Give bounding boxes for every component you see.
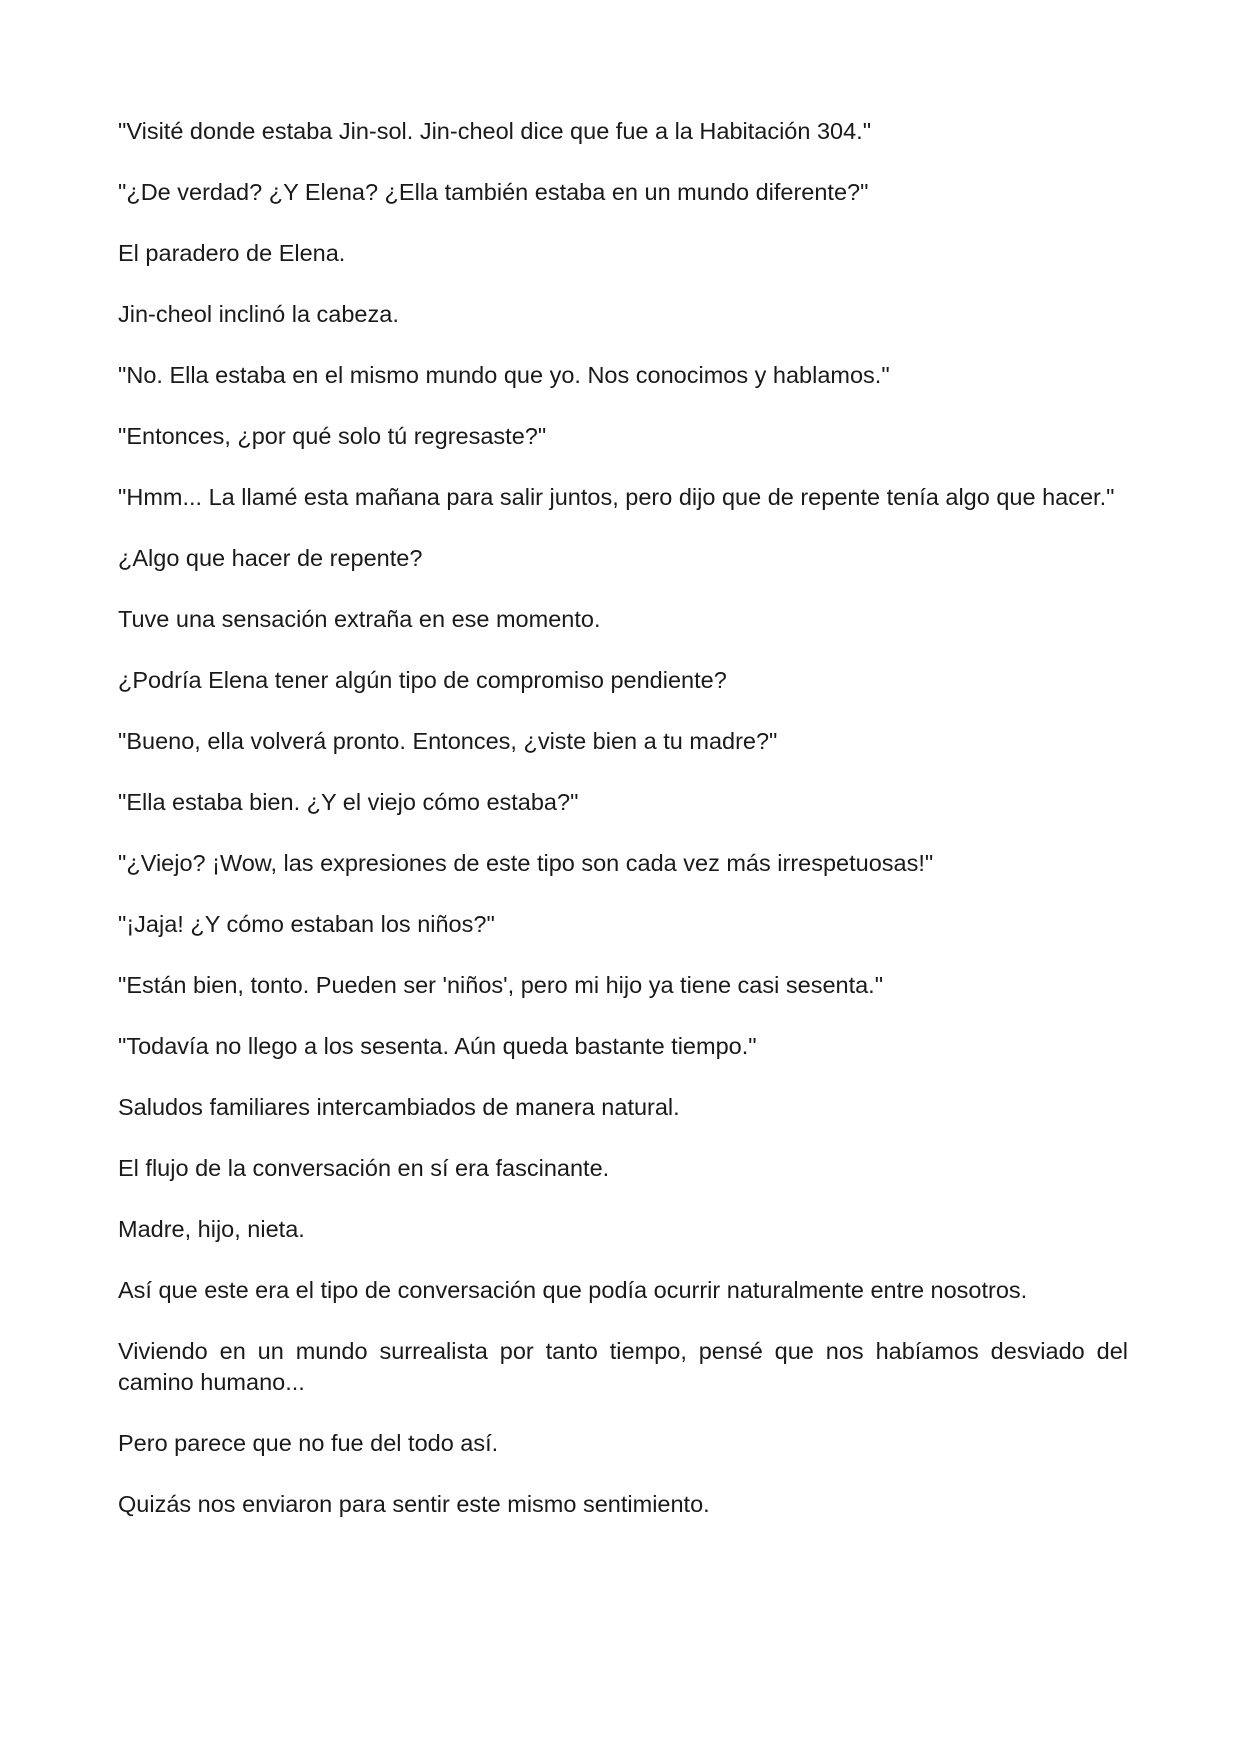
paragraph: Así que este era el tipo de conversación que podía ocurrir naturalmente entre nosotros. [118,1277,1028,1303]
paragraph: Madre, hijo, nieta. [118,1216,305,1242]
paragraph: ¿Podría Elena tener algún tipo de compromiso pendiente? [118,667,727,693]
paragraph: Tuve una sensación extraña en ese momento. [118,606,601,632]
paragraph: Viviendo en un mundo surrealista por tanto tiempo, pensé que nos habíamos desviado del camino humano... [118,1338,1128,1395]
paragraph: El paradero de Elena. [118,240,346,266]
paragraph: Pero parece que no fue del todo así. [118,1430,499,1456]
paragraph: "No. Ella estaba en el mismo mundo que yo. Nos conocimos y hablamos." [118,362,890,388]
paragraph: "¿De verdad? ¿Y Elena? ¿Ella también estaba en un mundo diferente?" [118,179,869,205]
paragraph: Jin-cheol inclinó la cabeza. [118,301,399,327]
paragraph: "Ella estaba bien. ¿Y el viejo cómo estaba?" [118,789,579,815]
paragraph: "Hmm... La llamé esta mañana para salir juntos, pero dijo que de repente tenía algo que hacer." [118,484,1115,510]
paragraph: ¿Algo que hacer de repente? [118,545,423,571]
paragraph: "¡Jaja! ¿Y cómo estaban los niños?" [118,911,495,937]
paragraph: "¿Viejo? ¡Wow, las expresiones de este tipo son cada vez más irrespetuosas!" [118,850,934,876]
paragraph: "Visité donde estaba Jin-sol. Jin-cheol dice que fue a la Habitación 304." [118,118,872,144]
paragraph: Saludos familiares intercambiados de manera natural. [118,1094,680,1120]
paragraph: "Todavía no llego a los sesenta. Aún queda bastante tiempo." [118,1033,757,1059]
paragraph: Quizás nos enviaron para sentir este mismo sentimiento. [118,1491,710,1517]
paragraph: El flujo de la conversación en sí era fascinante. [118,1155,610,1181]
document-body [118,116,1128,1550]
paragraph: "Están bien, tonto. Pueden ser 'niños', pero mi hijo ya tiene casi sesenta." [118,972,884,998]
paragraph: "Bueno, ella volverá pronto. Entonces, ¿viste bien a tu madre?" [118,728,778,754]
paragraph: "Entonces, ¿por qué solo tú regresaste?" [118,423,547,449]
